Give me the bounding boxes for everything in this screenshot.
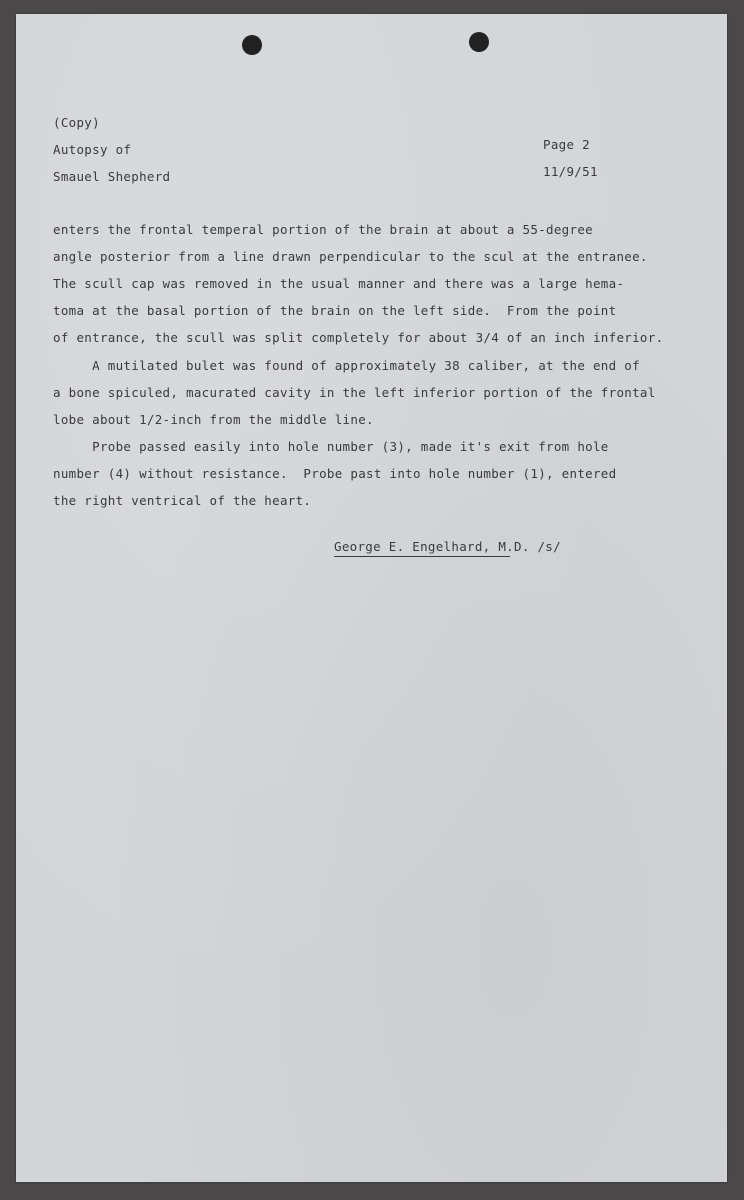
body-line: enters the frontal temperal portion of the brain at about a 55-degree (53, 222, 593, 237)
body-line: The scull cap was removed in the usual manner and there was a large hema- (53, 276, 625, 291)
punch-hole-right (469, 32, 489, 52)
document-date: 11/9/51 (543, 164, 598, 179)
punch-hole-left (242, 35, 262, 55)
body-line: number (4) without resistance. Probe past into hole number (1), entered (53, 466, 617, 481)
autopsy-label: Autopsy of (53, 142, 132, 157)
signature-underline (334, 556, 510, 557)
document-page (16, 14, 727, 1182)
body-line: of entrance, the scull was split completely for about 3/4 of an inch inferior. (53, 330, 664, 345)
body-line: angle posterior from a line drawn perpendicular to the scul at the entranee. (53, 249, 648, 264)
body-line: the right ventrical of the heart. (53, 493, 312, 508)
body-line: lobe about 1/2-inch from the middle line. (53, 412, 374, 427)
subject-name: Smauel Shepherd (53, 169, 171, 184)
copy-label: (Copy) (53, 115, 100, 130)
body-line: toma at the basal portion of the brain on the left side. From the point (53, 303, 617, 318)
body-line: a bone spiculed, macurated cavity in the left inferior portion of the frontal (53, 385, 656, 400)
body-line: Probe passed easily into hole number (3), made it's exit from hole (53, 439, 609, 454)
body-line: A mutilated bulet was found of approximately 38 caliber, at the end of (53, 358, 640, 373)
page-number: Page 2 (543, 137, 590, 152)
signature: George E. Engelhard, M.D. /s/ (334, 539, 561, 554)
